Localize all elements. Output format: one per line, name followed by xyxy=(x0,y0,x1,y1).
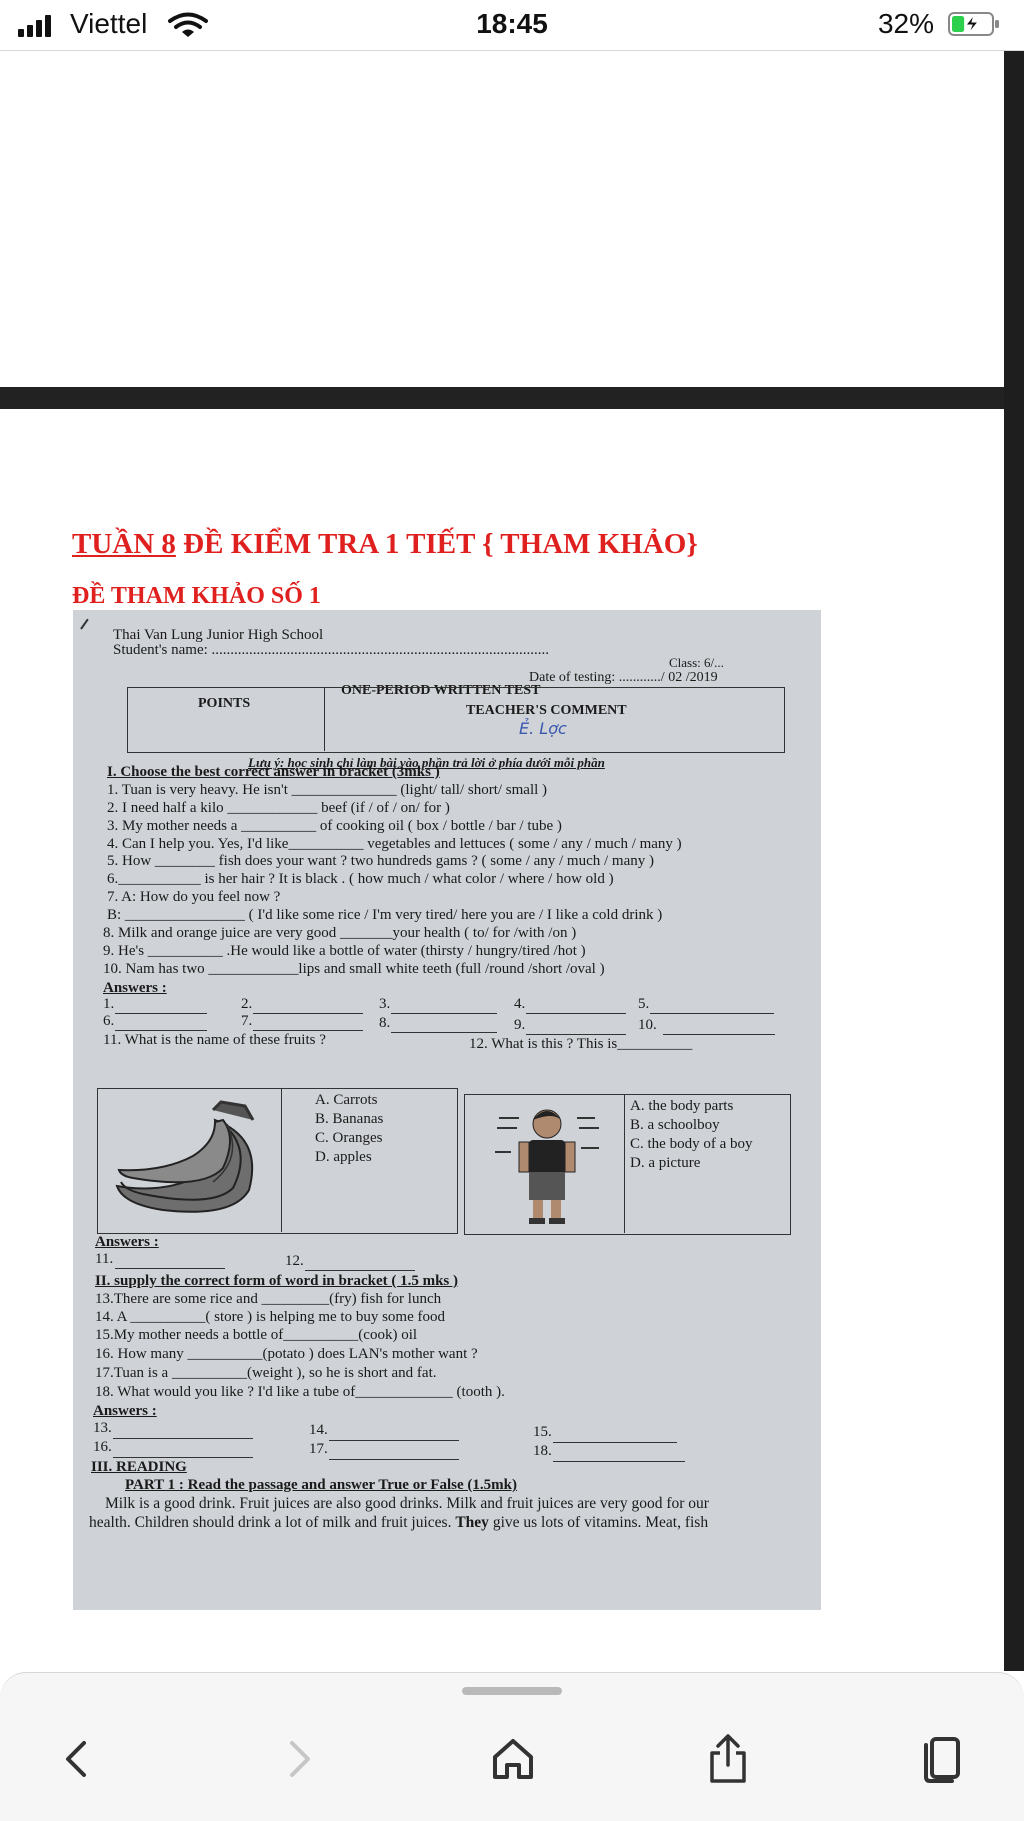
boy-image xyxy=(483,1100,613,1228)
back-icon[interactable] xyxy=(50,1731,106,1787)
answers-label-3: Answers : xyxy=(93,1403,157,1419)
question-item: 7. A: How do you feel now ? xyxy=(107,889,281,905)
sheet-grabber[interactable] xyxy=(462,1687,562,1695)
answer-slot: 3. xyxy=(379,996,391,1012)
option: D. a picture xyxy=(630,1155,701,1171)
test-paper-photo xyxy=(73,610,821,1610)
answer-slot: 6. xyxy=(103,1013,115,1029)
question-item: 17.Tuan is a __________(weight ), so he is short and fat. xyxy=(95,1365,437,1381)
passage-line: Milk is a good drink. Fruit juices are also good drinks. Milk and fruit juices are very good for our xyxy=(105,1495,709,1512)
answer-slot: 16. xyxy=(93,1439,112,1455)
document-subtitle: ĐỀ THAM KHẢO SỐ 1 xyxy=(72,583,321,609)
title-week: TUẦN 8 xyxy=(72,528,176,560)
carrier-name: Viettel xyxy=(70,8,148,39)
part2-heading: II. supply the correct form of word in bracket ( 1.5 mks ) xyxy=(95,1273,459,1289)
answer-slot: 2. xyxy=(241,996,253,1012)
battery-charging-icon xyxy=(948,12,1000,36)
browser-toolbar xyxy=(0,1672,1024,1821)
answers-label-2: Answers : xyxy=(95,1234,159,1250)
question-item: B: ________________ ( I'd like some rice / I'm very tired/ here you are / I like a cold drink ) xyxy=(107,907,663,923)
answer-slot: 10. xyxy=(638,1017,657,1033)
answer-slot: 15. xyxy=(533,1424,552,1440)
answers-label: Answers : xyxy=(103,980,167,996)
question-item: 8. Milk and orange juice are very good _______your health ( to/ for /with /on ) xyxy=(103,925,577,941)
question-item: 14. A __________( store ) is helping me to buy some food xyxy=(95,1309,445,1325)
answer-slot: 13. xyxy=(93,1420,112,1436)
points-header: POINTS xyxy=(198,696,251,711)
answer-slot: 8. xyxy=(379,1015,391,1031)
answer-slot: 12. xyxy=(285,1253,304,1269)
option: A. the body parts xyxy=(630,1098,734,1114)
question-item: 4. Can I help you. Yes, I'd like__________ vegetables and lettuces ( some / any / much / many ) xyxy=(107,836,682,852)
passage-line: health. Children should drink a lot of milk and fruit juices. They give us lots of vitamins. Meat, fish xyxy=(89,1514,709,1531)
option: C. the body of a boy xyxy=(630,1136,753,1152)
question-item: 6.___________ is her hair ? It is black . ( how much / what color / where / how old ) xyxy=(107,871,614,887)
instruction-note: Lưu ý: học sinh chỉ làm bài vào phần trả lời ở phía dưới mỗi phần xyxy=(248,755,605,770)
answer-slot: 5. xyxy=(638,996,650,1012)
test-title: ONE-PERIOD WRITTEN TEST xyxy=(341,683,541,698)
option: B. Bananas xyxy=(315,1111,384,1127)
question-item: 2. I need half a kilo ____________ beef (if / of / on/ for ) xyxy=(107,800,450,816)
previous-page-area xyxy=(0,51,1004,387)
part1-heading: I. Choose the best correct answer in bracket (3mks ) xyxy=(107,764,440,780)
answer-slot: 7. xyxy=(241,1013,253,1029)
option: A. Carrots xyxy=(315,1092,378,1108)
question-11: 11. What is the name of these fruits ? xyxy=(103,1032,326,1048)
question-item: 15.My mother needs a bottle of__________(cook) oil xyxy=(95,1327,418,1343)
answer-slot: 9. xyxy=(514,1017,526,1033)
document-title xyxy=(72,528,698,561)
school-name: Thai Van Lung Junior High School xyxy=(113,627,324,643)
scrollbar[interactable] xyxy=(1004,51,1024,1671)
title-rest: ĐỀ KIỂM TRA 1 TIẾT { THAM KHẢO} xyxy=(175,528,698,560)
question-item: 16. How many __________(potato ) does LAN's mother want ? xyxy=(95,1346,478,1362)
answer-slot: 14. xyxy=(309,1422,328,1438)
answer-slot: 11. xyxy=(95,1251,114,1267)
option: B. a schoolboy xyxy=(630,1117,720,1133)
tabs-icon[interactable] xyxy=(916,1731,972,1787)
part3-subheading: PART 1 : Read the passage and answer True or False (1.5mk) xyxy=(125,1477,517,1493)
home-icon[interactable] xyxy=(485,1731,541,1787)
student-name-line: Student's name: .......................................................................................... xyxy=(113,642,550,658)
question-item: 13.There are some rice and _________(fry) fish for lunch xyxy=(95,1291,442,1307)
class-field: Class: 6/... xyxy=(669,655,724,670)
handwritten-comment: Ẻ. Lợc xyxy=(519,719,567,738)
option: D. apples xyxy=(315,1149,372,1165)
answer-slot: 18. xyxy=(533,1443,552,1459)
answer-slot: 4. xyxy=(514,996,526,1012)
question-12: 12. What is this ? This is__________ xyxy=(469,1036,693,1052)
answer-slot: 1. xyxy=(103,996,115,1012)
option: C. Oranges xyxy=(315,1130,383,1146)
date-field: Date of testing: ............/ 02 /2019 xyxy=(529,670,718,685)
page-divider xyxy=(0,387,1024,409)
question-item: 10. Nam has two ____________lips and small white teeth (full /round /short /oval ) xyxy=(103,961,605,977)
part3-heading: III. READING xyxy=(91,1459,187,1475)
battery-percent: 32% xyxy=(877,8,934,39)
question-item: 18. What would you like ? I'd like a tube of_____________ (tooth ). xyxy=(95,1384,505,1400)
question-item: 9. He's __________ .He would like a bottle of water (thirsty / hungry/tired /hot ) xyxy=(103,943,586,959)
comment-header: TEACHER'S COMMENT xyxy=(466,703,627,718)
status-bar xyxy=(0,0,1024,51)
answer-slot: 17. xyxy=(309,1441,328,1457)
forward-icon[interactable] xyxy=(270,1731,326,1787)
bananas-image xyxy=(103,1098,275,1226)
status-time: 18:45 xyxy=(476,8,548,39)
share-icon[interactable] xyxy=(700,1731,756,1787)
question-item: 5. How ________ fish does your want ? two hundreds gams ? ( some / any / much / many ) xyxy=(107,853,654,869)
question-item: 1. Tuan is very heavy. He isn't ______________ (light/ tall/ short/ small ) xyxy=(107,782,548,798)
question-item: 3. My mother needs a __________ of cooking oil ( box / bottle / bar / tube ) xyxy=(107,818,562,834)
